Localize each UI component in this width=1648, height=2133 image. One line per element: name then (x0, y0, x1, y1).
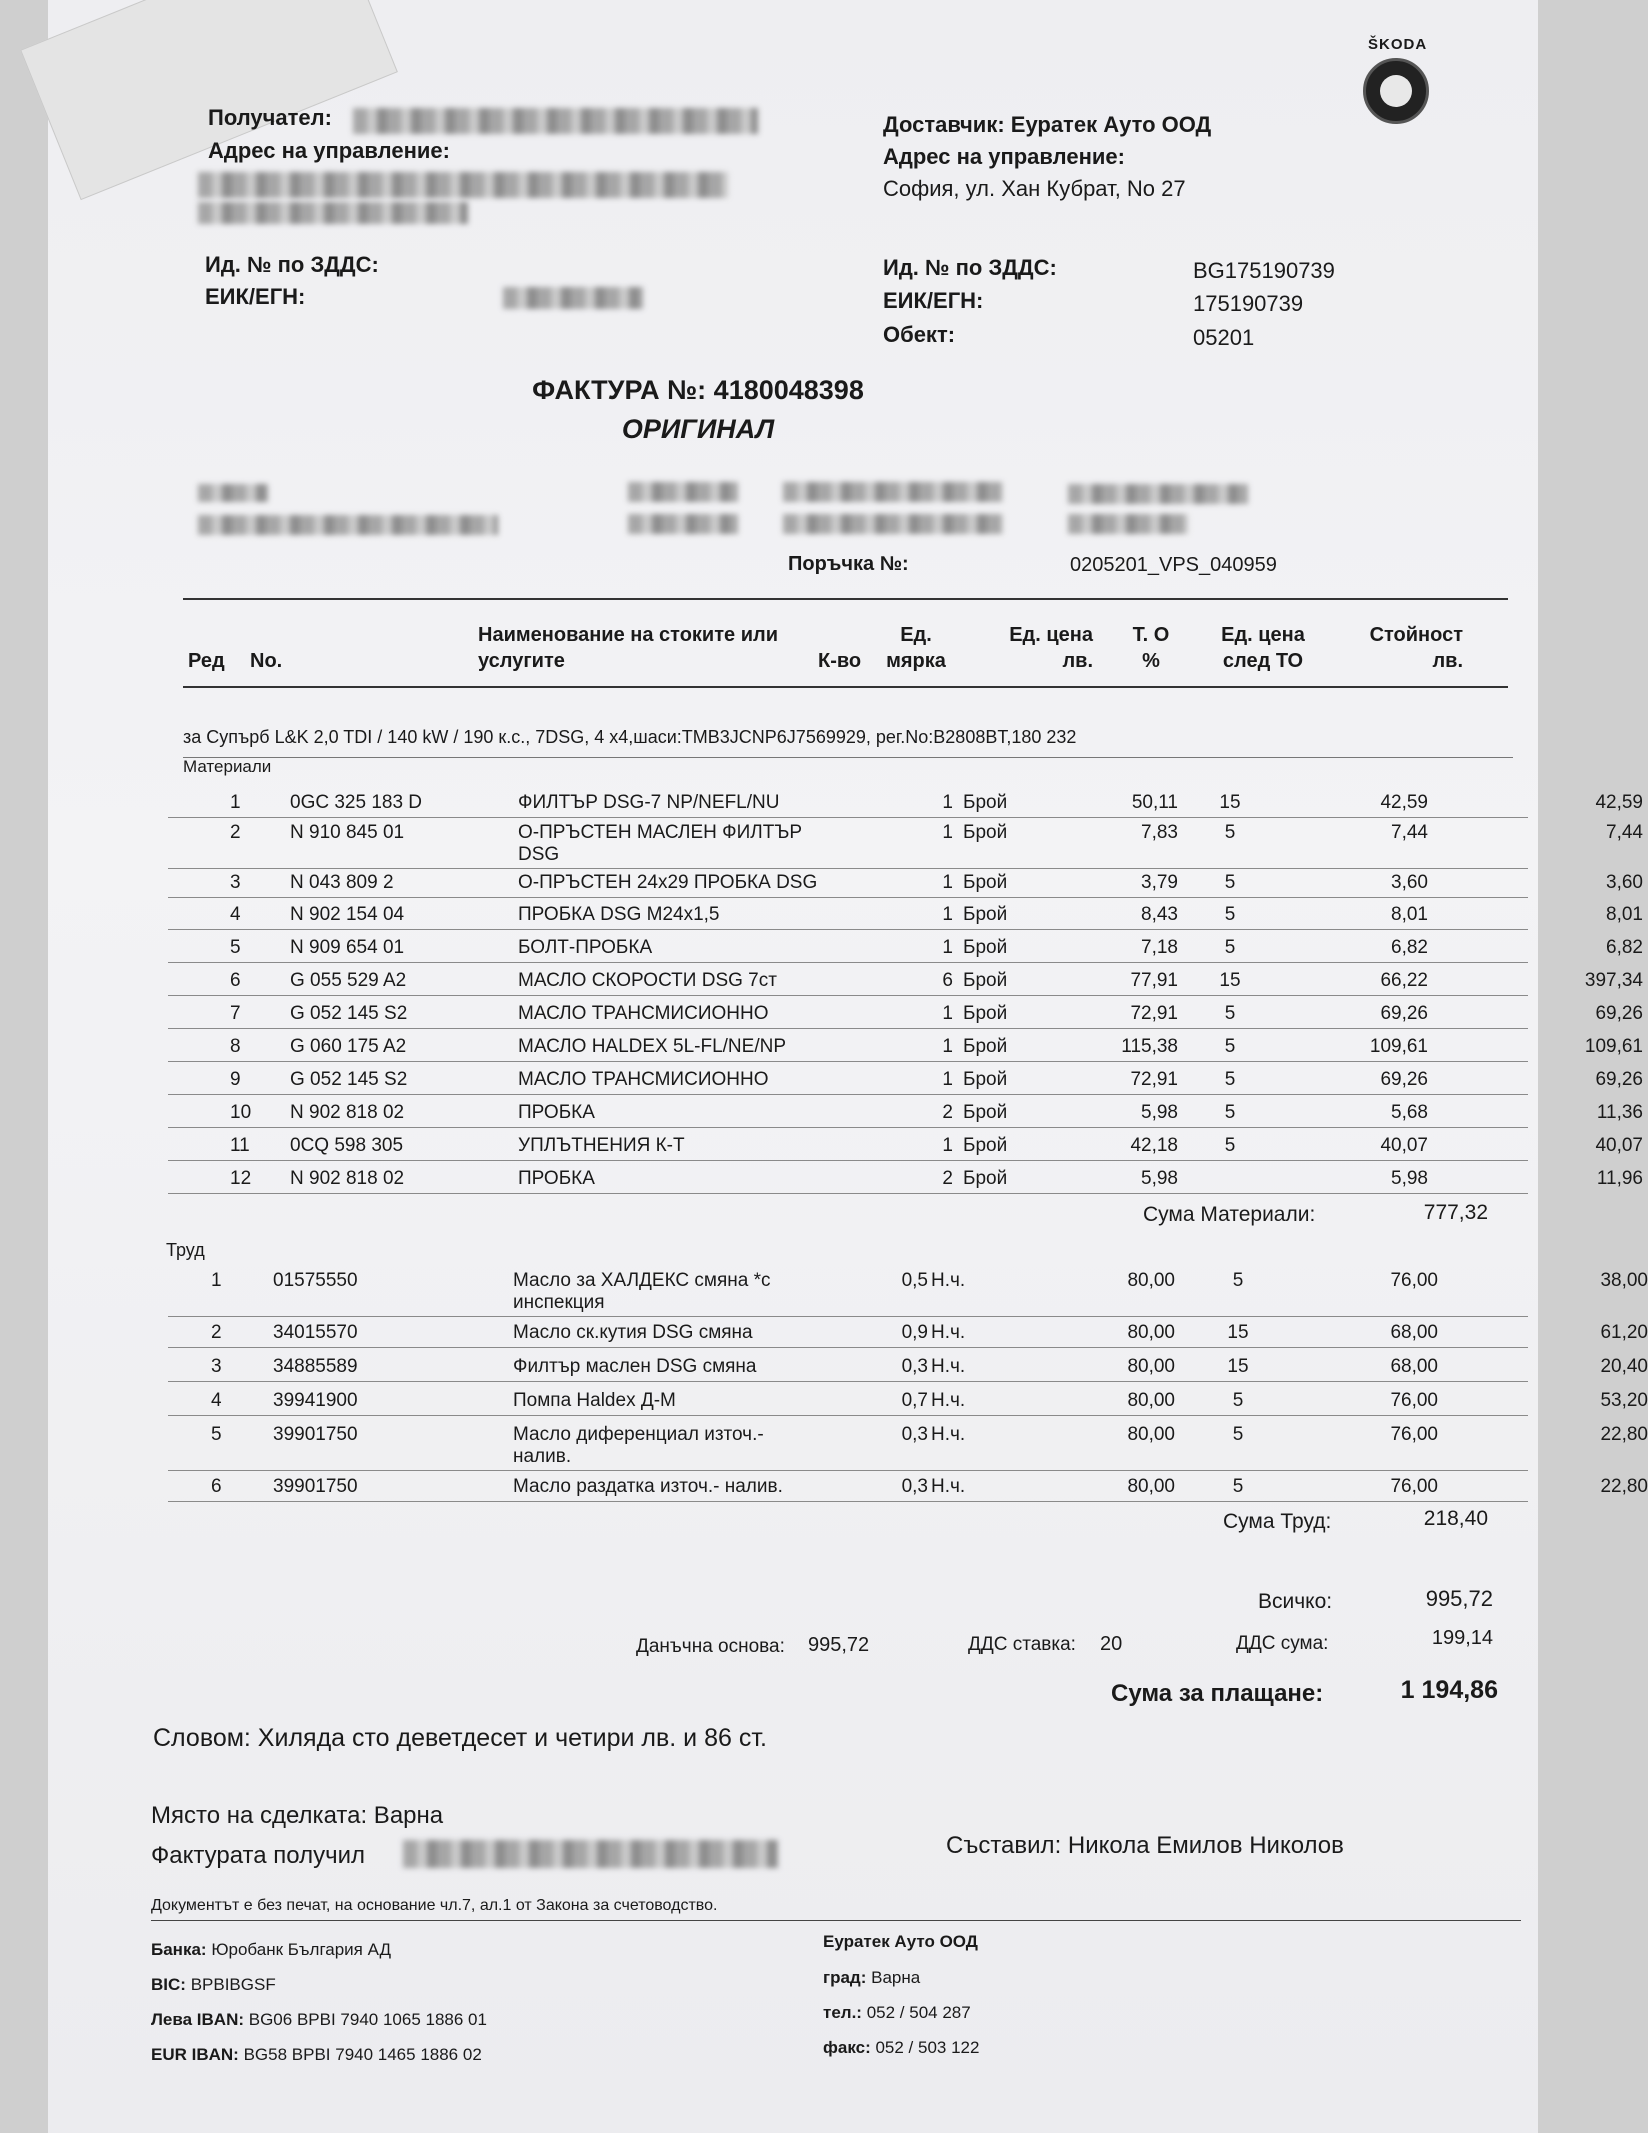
row-separator (168, 897, 1528, 898)
price-after-discount: 76,00 (1390, 1270, 1438, 1291)
item-code: G 052 145 S2 (290, 1069, 408, 1090)
redacted-info (198, 484, 268, 502)
tel-label: тел.: (823, 2003, 862, 2022)
price-after-discount: 68,00 (1390, 1356, 1438, 1377)
row-number: 8 (230, 1036, 241, 1057)
unit-price: 77,91 (1130, 970, 1178, 991)
bgn-iban-label: Лева IBAN: (151, 2010, 245, 2029)
company-name: Еуратек Ауто ООД (823, 1932, 978, 1951)
discount: 5 (1224, 872, 1236, 893)
item-code: 39901750 (273, 1424, 358, 1445)
col-name: Наименование на стоките или услугите (478, 624, 778, 672)
item-code: N 902 818 02 (290, 1168, 405, 1189)
quantity: 6 (942, 970, 953, 991)
recipient-vat-label: Ид. № по ЗДДС: (205, 252, 379, 277)
unit-price: 5,98 (1141, 1168, 1178, 1189)
item-code: 39901750 (273, 1476, 358, 1497)
row-number: 7 (230, 1003, 241, 1024)
item-code: N 909 654 01 (290, 937, 405, 958)
fax: 052 / 503 122 (875, 2038, 980, 2057)
discount: 5 (1224, 1069, 1236, 1090)
item-name: БОЛТ-ПРОБКА (518, 937, 653, 958)
discount: 5 (1224, 937, 1236, 958)
line-value: 69,26 (1595, 1069, 1643, 1090)
quantity: 1 (942, 1003, 953, 1024)
row-number: 5 (211, 1424, 222, 1445)
unit-price: 80,00 (1127, 1424, 1175, 1445)
divider (183, 686, 1508, 688)
price-after-discount: 66,22 (1380, 970, 1428, 991)
quantity: 2 (942, 1168, 953, 1189)
row-separator (168, 868, 1528, 869)
item-name: ПРОБКА (518, 1102, 595, 1123)
divider (183, 598, 1508, 600)
unit: Брой (963, 1168, 1008, 1189)
unit: Н.ч. (931, 1390, 966, 1411)
line-value: 38,00 (1600, 1270, 1648, 1291)
quantity: 0,9 (901, 1322, 928, 1343)
quantity: 1 (942, 792, 953, 813)
redacted-recipient (353, 108, 758, 134)
unit-price: 80,00 (1127, 1356, 1175, 1377)
unit-price: 42,18 (1130, 1135, 1178, 1156)
discount: 15 (1219, 970, 1241, 991)
item-code: N 043 809 2 (290, 872, 394, 893)
unit-price: 115,38 (1121, 1036, 1178, 1057)
item-code: G 060 175 A2 (290, 1036, 407, 1057)
redacted-info (783, 514, 1003, 534)
unit: Брой (963, 792, 1008, 813)
unit: Н.ч. (931, 1476, 966, 1497)
discount: 15 (1227, 1322, 1249, 1343)
unit-price: 50,11 (1131, 792, 1178, 813)
unit-price: 80,00 (1127, 1270, 1175, 1291)
col-row: Ред (188, 650, 225, 672)
price-after-discount: 76,00 (1390, 1424, 1438, 1445)
materials-sum-label: Сума Материали: (1143, 1203, 1316, 1226)
materials-label: Материали (183, 757, 272, 776)
unit: Н.ч. (931, 1270, 966, 1291)
price-after-discount: 7,44 (1391, 822, 1428, 843)
row-number: 9 (230, 1069, 241, 1090)
row-separator (168, 962, 1528, 963)
redacted-info (1068, 514, 1188, 534)
line-value: 3,60 (1606, 872, 1643, 893)
labor-label: Труд (166, 1240, 205, 1260)
row-number: 3 (211, 1356, 222, 1377)
item-name: Масло диференциал източ.- (513, 1424, 764, 1445)
price-after-discount: 5,98 (1391, 1168, 1428, 1189)
item-code: 34015570 (273, 1322, 358, 1343)
redacted-info (783, 482, 1003, 502)
line-value: 11,36 (1596, 1102, 1643, 1123)
line-value: 8,01 (1606, 904, 1643, 925)
item-code: 01575550 (273, 1270, 358, 1291)
item-name: МАСЛО ТРАНСМИСИОННО (518, 1069, 769, 1090)
price-after-discount: 76,00 (1390, 1476, 1438, 1497)
row-separator (168, 1415, 1528, 1416)
unit-price: 7,83 (1141, 822, 1178, 843)
price-after-discount: 69,26 (1380, 1069, 1428, 1090)
quantity: 1 (942, 1036, 953, 1057)
item-name: Масло за ХАЛДЕКС смяна *с (513, 1270, 771, 1291)
col-unit: Ед. мярка (886, 624, 946, 672)
recipient-eik-label: ЕИК/ЕГН: (205, 284, 306, 309)
vehicle-info: за Супърб L&K 2,0 TDI / 140 kW / 190 к.с., 7DSG, 4 x4,шаси:TMB3JCNP6J7569929, рег.No:B2808BT,180 232 (183, 727, 1077, 747)
line-value: 61,20 (1600, 1322, 1648, 1343)
price-after-discount: 5,68 (1391, 1102, 1428, 1123)
row-separator (168, 1347, 1528, 1348)
quantity: 1 (942, 1069, 953, 1090)
item-code: G 055 529 A2 (290, 970, 407, 991)
supplier-object-label: Обект: (883, 322, 956, 347)
unit-price: 5,98 (1141, 1102, 1178, 1123)
discount: 5 (1224, 1102, 1236, 1123)
divider (183, 757, 1513, 758)
unit: Н.ч. (931, 1322, 966, 1343)
col-price: Ед. цена лв. (1009, 624, 1093, 672)
redacted-address-line2 (198, 202, 468, 224)
row-number: 5 (230, 937, 241, 958)
recipient-address-label: Адрес на управление: (208, 138, 450, 163)
row-number: 3 (230, 872, 241, 893)
unit-price: 72,91 (1130, 1069, 1178, 1090)
row-number: 1 (230, 792, 241, 813)
row-number: 11 (230, 1135, 250, 1156)
line-value: 40,07 (1595, 1135, 1643, 1156)
row-number: 2 (230, 822, 241, 843)
item-name: МАСЛО HALDEX 5L-FL/NE/NP (518, 1036, 786, 1057)
row-number: 4 (230, 904, 241, 925)
tax-base: 995,72 (808, 1634, 870, 1656)
invoice-page (48, 0, 1648, 2133)
col-value: Стойност лв. (1369, 624, 1463, 672)
item-code: N 902 818 02 (290, 1102, 405, 1123)
vat-rate: 20 (1100, 1633, 1123, 1655)
quantity: 1 (942, 1135, 953, 1156)
item-name: ФИЛТЪР DSG-7 NP/NEFL/NU (518, 792, 780, 813)
price-after-discount: 76,00 (1390, 1390, 1438, 1411)
price-after-discount: 42,59 (1380, 792, 1428, 813)
row-separator (168, 1381, 1528, 1382)
discount: 5 (1232, 1424, 1244, 1445)
line-value: 20,40 (1600, 1356, 1648, 1377)
total-value: 995,72 (1425, 1586, 1493, 1611)
skoda-logo-icon (1363, 58, 1429, 124)
supplier-vat-label: Ид. № по ЗДДС: (883, 255, 1057, 280)
discount: 5 (1224, 1135, 1236, 1156)
discount: 5 (1224, 904, 1236, 925)
price-after-discount: 69,26 (1380, 1003, 1428, 1024)
item-name: ПРОБКА (518, 1168, 595, 1189)
amount-in-words: Словом: Хиляда сто деветдесет и четири лв. и 86 ст. (153, 1724, 767, 1752)
line-value: 22,80 (1600, 1476, 1648, 1497)
brand-text: ŠKODA (1368, 36, 1428, 53)
unit: Брой (963, 822, 1008, 843)
quantity: 1 (942, 937, 953, 958)
redacted-info (198, 515, 498, 535)
total-label: Всичко: (1258, 1590, 1333, 1613)
labor-sum-label: Сума Труд: (1223, 1510, 1332, 1533)
quantity: 0,3 (901, 1476, 928, 1497)
line-value: 11,96 (1596, 1168, 1643, 1189)
unit-price: 7,18 (1141, 937, 1178, 958)
unit: Брой (963, 1102, 1008, 1123)
redacted-eik (503, 287, 643, 309)
col-price-after: Ед. цена след ТО (1221, 624, 1305, 672)
place-of-deal: Място на сделката: Варна (151, 1802, 444, 1829)
col-qty: К-во (818, 650, 862, 672)
redacted-address-line1 (198, 172, 728, 198)
unit: Брой (963, 904, 1008, 925)
price-after-discount: 6,82 (1391, 937, 1428, 958)
unit: Н.ч. (931, 1424, 966, 1445)
price-after-discount: 3,60 (1391, 872, 1428, 893)
invoice-title: ФАКТУРА №: 4180048398 (532, 375, 864, 405)
fax-label: факс: (823, 2038, 871, 2057)
item-name: УПЛЪТНЕНИЯ К-Т (518, 1135, 685, 1156)
bank-name: Юробанк България АД (211, 1940, 392, 1959)
row-number: 6 (211, 1476, 222, 1497)
recipient-label: Получател: (208, 105, 332, 130)
item-name-continued: инспекция (513, 1292, 605, 1313)
row-separator (168, 1061, 1528, 1062)
unit: Н.ч. (931, 1356, 966, 1377)
quantity: 1 (942, 872, 953, 893)
price-after-discount: 8,01 (1391, 904, 1428, 925)
row-separator (168, 817, 1528, 818)
item-name: О-ПРЪСТЕН 24x29 ПРОБКА DSG (518, 872, 818, 893)
item-code: N 910 845 01 (290, 822, 405, 843)
redacted-info (628, 514, 738, 534)
supplier-eik-label: ЕИК/ЕГН: (883, 288, 984, 313)
amount-due: 1 194,86 (1400, 1676, 1498, 1704)
item-name: МАСЛО ТРАНСМИСИОННО (518, 1003, 769, 1024)
unit: Брой (963, 970, 1008, 991)
row-number: 10 (230, 1102, 252, 1123)
item-code: G 052 145 S2 (290, 1003, 408, 1024)
unit-price: 80,00 (1127, 1322, 1175, 1343)
price-after-discount: 68,00 (1390, 1322, 1438, 1343)
unit: Брой (963, 1069, 1008, 1090)
col-no: No. (250, 650, 283, 672)
unit: Брой (963, 937, 1008, 958)
discount: 5 (1232, 1270, 1244, 1291)
quantity: 0,3 (901, 1424, 928, 1445)
city-label: град: (823, 1968, 867, 1987)
unit: Брой (963, 872, 1008, 893)
row-separator (168, 929, 1528, 930)
item-name: Масло раздатка източ.- налив. (513, 1476, 783, 1497)
labor-sum: 218,40 (1423, 1507, 1488, 1530)
item-name-continued: DSG (518, 844, 560, 865)
col-discount: Т. О % (1132, 624, 1170, 672)
bgn-iban: BG06 BPBI 7940 1065 1886 01 (248, 2010, 487, 2029)
redacted-info (628, 482, 738, 502)
composed-by: Съставил: Никола Емилов Николов (946, 1832, 1344, 1859)
quantity: 0,5 (901, 1270, 928, 1291)
quantity: 0,7 (901, 1390, 928, 1411)
vat-amount-label: ДДС сума: (1236, 1633, 1329, 1654)
row-separator (168, 1470, 1528, 1471)
row-separator (168, 1094, 1528, 1095)
line-value: 42,59 (1595, 792, 1643, 813)
line-value: 69,26 (1595, 1003, 1643, 1024)
row-number: 2 (211, 1322, 222, 1343)
amount-due-label: Сума за плащане: (1111, 1680, 1324, 1707)
discount: 5 (1224, 1036, 1236, 1057)
unit-price: 72,91 (1130, 1003, 1178, 1024)
item-name: Помпа Haldex Д-М (513, 1390, 676, 1411)
unit-price: 3,79 (1141, 872, 1178, 893)
divider (151, 1920, 1521, 1921)
supplier-label: Доставчик: Еуратек Ауто ООД (883, 112, 1212, 137)
item-name: ПРОБКА DSG M24x1,5 (518, 904, 720, 925)
unit-price: 80,00 (1127, 1476, 1175, 1497)
discount: 5 (1232, 1390, 1244, 1411)
discount: 5 (1232, 1476, 1244, 1497)
unit-price: 80,00 (1127, 1390, 1175, 1411)
row-number: 6 (230, 970, 241, 991)
item-name-continued: налив. (513, 1446, 572, 1467)
row-separator (168, 1028, 1528, 1029)
item-code: 34885589 (273, 1356, 358, 1377)
bic-label: BIC: (151, 1975, 186, 1994)
order-label: Поръчка №: (788, 553, 909, 575)
tax-base-label: Данъчна основа: (636, 1636, 785, 1657)
row-separator (168, 1193, 1528, 1194)
line-value: 109,61 (1584, 1036, 1643, 1057)
item-code: 0CQ 598 305 (290, 1135, 404, 1156)
item-name: МАСЛО СКОРОСТИ DSG 7ст (518, 970, 777, 991)
supplier-address: София, ул. Хан Кубрат, No 27 (883, 176, 1186, 201)
quantity: 2 (942, 1102, 953, 1123)
row-number: 1 (211, 1270, 222, 1291)
price-after-discount: 40,07 (1380, 1135, 1428, 1156)
received-by-label: Фактурата получил (151, 1842, 365, 1869)
eur-iban-label: EUR IBAN: (151, 2045, 239, 2064)
row-number: 4 (211, 1390, 222, 1411)
stamp-note: Документът е без печат, на основание чл.7, ал.1 от Закона за счетоводство. (151, 1897, 718, 1914)
materials-sum: 777,32 (1423, 1201, 1488, 1224)
redacted-receiver (403, 1840, 778, 1868)
eur-iban: BG58 BPBI 7940 1465 1886 02 (243, 2045, 482, 2064)
city: Варна (871, 1968, 921, 1987)
unit: Брой (963, 1135, 1008, 1156)
item-name: Масло ск.кутия DSG смяна (513, 1322, 753, 1343)
supplier-eik: 175190739 (1193, 291, 1304, 316)
discount: 5 (1224, 1003, 1236, 1024)
overlapping-receipt (20, 0, 398, 200)
quantity: 0,3 (901, 1356, 928, 1377)
price-after-discount: 109,61 (1369, 1036, 1428, 1057)
vat-rate-label: ДДС ставка: (968, 1634, 1076, 1655)
item-name: О-ПРЪСТЕН МАСЛЕН ФИЛТЪР (518, 822, 803, 843)
line-value: 7,44 (1606, 822, 1643, 843)
row-separator (168, 1127, 1528, 1128)
line-value: 53,20 (1600, 1390, 1648, 1411)
unit: Брой (963, 1036, 1008, 1057)
bic: BPBIBGSF (190, 1975, 276, 1994)
vat-amount: 199,14 (1431, 1627, 1493, 1649)
item-code: N 902 154 04 (290, 904, 405, 925)
line-value: 6,82 (1606, 937, 1643, 958)
supplier-address-label: Адрес на управление: (883, 144, 1125, 169)
unit-price: 8,43 (1141, 904, 1178, 925)
discount: 15 (1219, 792, 1241, 813)
supplier-object: 05201 (1193, 325, 1255, 350)
discount: 15 (1227, 1356, 1249, 1377)
unit: Брой (963, 1003, 1008, 1024)
supplier-vat: BG175190739 (1193, 258, 1335, 283)
discount: 5 (1224, 822, 1236, 843)
item-code: 0GC 325 183 D (290, 792, 423, 813)
tel: 052 / 504 287 (866, 2003, 971, 2022)
row-separator (168, 1501, 1528, 1502)
item-name: Филтър маслен DSG смяна (513, 1356, 757, 1377)
row-separator (168, 1160, 1528, 1161)
redacted-info (1068, 484, 1248, 504)
row-separator (168, 995, 1528, 996)
invoice-subtitle: ОРИГИНАЛ (621, 414, 775, 444)
bank-label: Банка: (151, 1940, 207, 1959)
quantity: 1 (942, 822, 953, 843)
row-number: 12 (230, 1168, 252, 1189)
line-value: 22,80 (1600, 1424, 1648, 1445)
line-value: 397,34 (1584, 970, 1643, 991)
order-number: 0205201_VPS_040959 (1070, 554, 1277, 576)
item-code: 39941900 (273, 1390, 358, 1411)
row-separator (168, 1316, 1528, 1317)
quantity: 1 (942, 904, 953, 925)
